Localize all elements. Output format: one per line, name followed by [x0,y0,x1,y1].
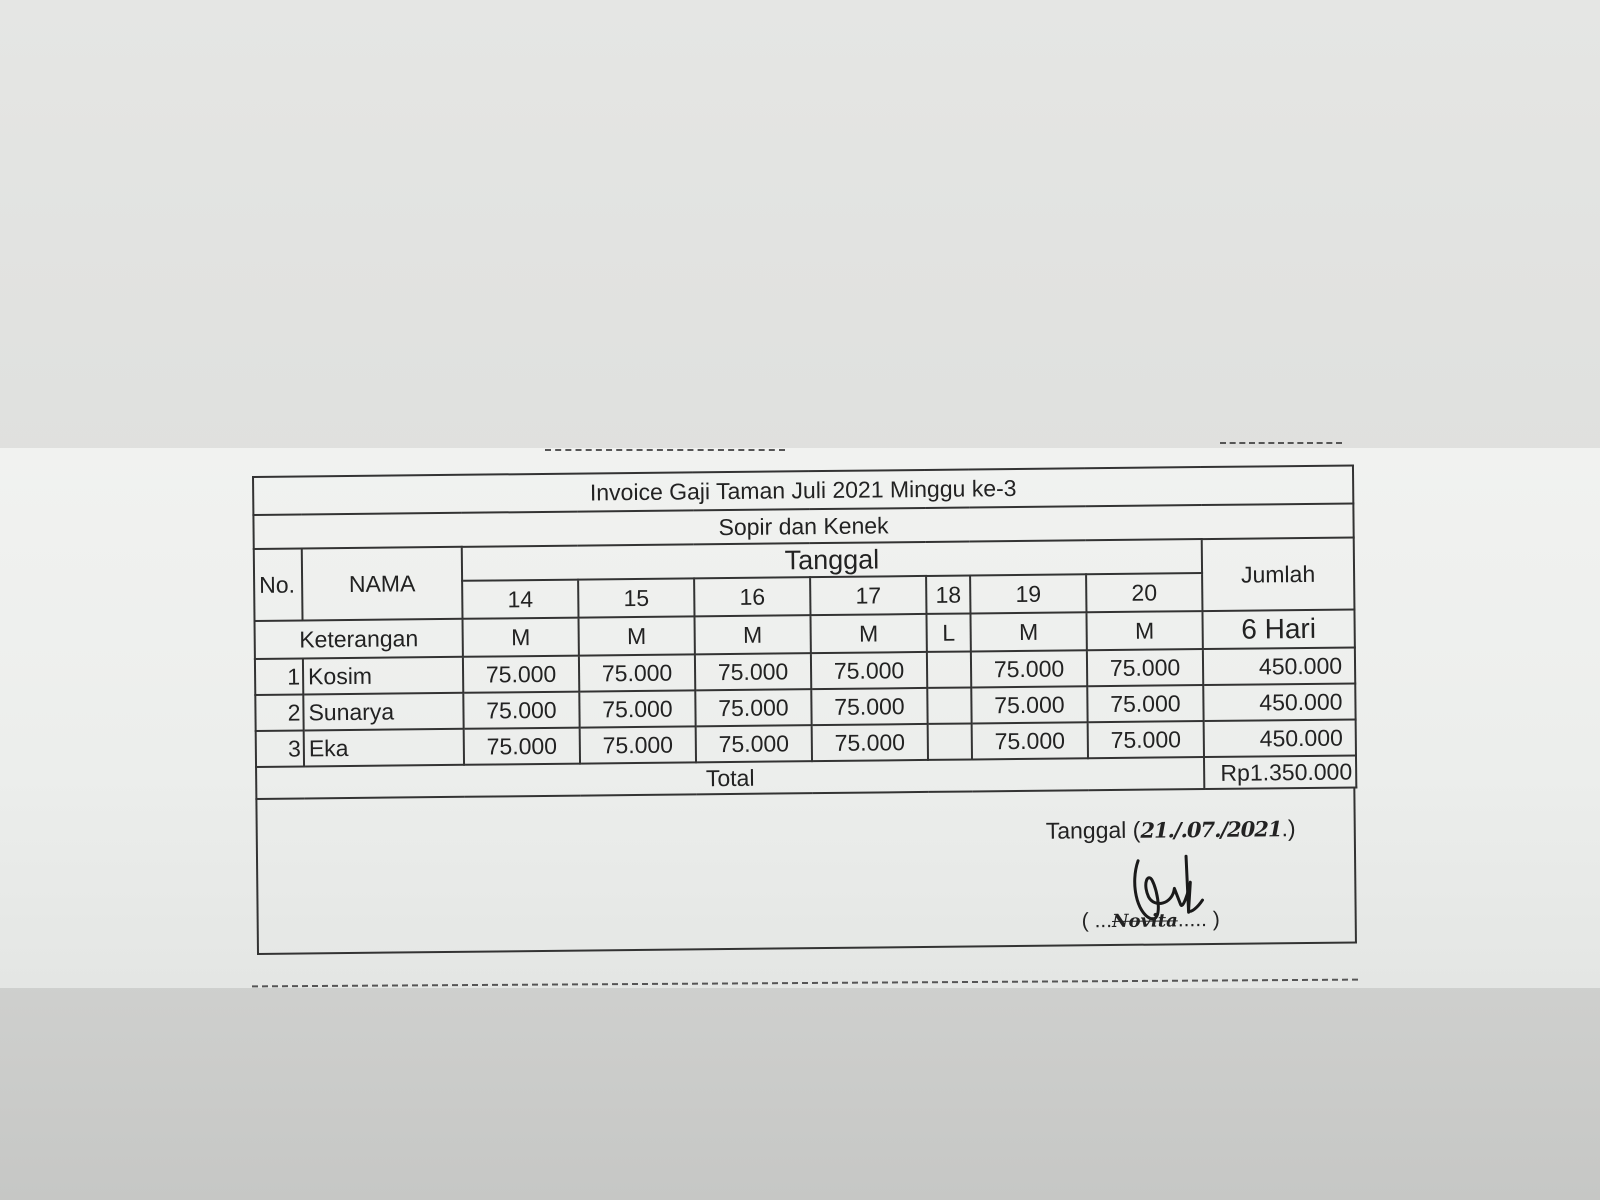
invoice-table [252,464,1357,800]
invoice-title: Invoice Gaji Taman Juli 2021 Minggu ke-3 [253,465,1353,515]
signature-date-label: Tanggal ( [1045,816,1141,844]
pay-cell: 75.000 [696,725,812,762]
jumlah-hari: 6 Hari [1202,609,1354,649]
keterangan-cell: M [463,618,579,657]
header-jumlah: Jumlah [1202,537,1355,611]
pay-cell: 75.000 [1087,685,1203,722]
row-jumlah: 450.000 [1203,683,1355,721]
pay-cell: 75.000 [463,656,579,693]
pay-cell [927,651,971,687]
header-keterangan: Keterangan [255,619,463,659]
date-cell: 15 [578,578,694,617]
pay-cell: 75.000 [971,650,1087,687]
pay-cell: 75.000 [971,686,1087,723]
signature-date-handwritten: 21./.07./2021 [1140,816,1282,843]
pay-cell: 75.000 [464,728,580,765]
header-nama: NAMA [302,547,463,621]
row-no: 3 [256,730,304,767]
signature-date-close: .) [1281,815,1296,842]
date-cell: 19 [970,574,1086,613]
signature-date [1046,815,1296,845]
signature-name [1082,908,1220,933]
pay-cell [927,687,971,723]
keterangan-cell: L [926,613,970,651]
pay-cell: 75.000 [463,692,579,729]
row-nama: Sunarya [303,693,463,731]
signature-name-handwritten: Novita [1111,910,1178,933]
date-cell: 17 [810,576,926,615]
header-no: No. [254,548,303,620]
pay-cell: 75.000 [972,722,1088,759]
signature-name-close: ..... ) [1177,907,1220,932]
total-value: Rp1.350.000 [1204,755,1356,789]
signature-box [255,788,1357,955]
keterangan-cell: M [810,614,926,653]
invoice-subtitle: Sopir dan Kenek [253,503,1353,549]
pay-cell: 75.000 [580,726,696,763]
cut-line-top-left [545,449,785,451]
date-cell: 18 [926,575,970,613]
keterangan-cell: M [579,616,695,655]
row-no: 1 [255,658,303,695]
keterangan-cell: M [1086,611,1202,650]
pay-cell: 75.000 [1087,649,1203,686]
signature-name-open: ( ... [1081,909,1113,933]
invoice-document [252,464,1357,954]
row-nama: Kosim [303,657,463,695]
pay-cell: 75.000 [695,653,811,690]
row-nama: Eka [304,729,464,767]
row-jumlah: 450.000 [1203,647,1355,685]
keterangan-cell: M [694,615,810,654]
total-label: Total [256,757,1204,799]
header-tanggal: Tanggal [462,539,1202,581]
cut-line-top-right [1220,442,1342,444]
date-cell: 20 [1086,573,1202,612]
pay-cell: 75.000 [579,690,695,727]
pay-cell: 75.000 [695,689,811,726]
date-cell: 14 [462,580,578,619]
pay-cell: 75.000 [1088,721,1204,758]
row-no: 2 [255,694,303,731]
pay-cell: 75.000 [812,724,928,761]
keterangan-cell: M [970,612,1086,651]
date-cell: 16 [694,577,810,616]
row-jumlah: 450.000 [1204,719,1356,757]
pay-cell: 75.000 [811,688,927,725]
pay-cell: 75.000 [811,652,927,689]
pay-cell: 75.000 [579,654,695,691]
pay-cell [928,723,972,759]
